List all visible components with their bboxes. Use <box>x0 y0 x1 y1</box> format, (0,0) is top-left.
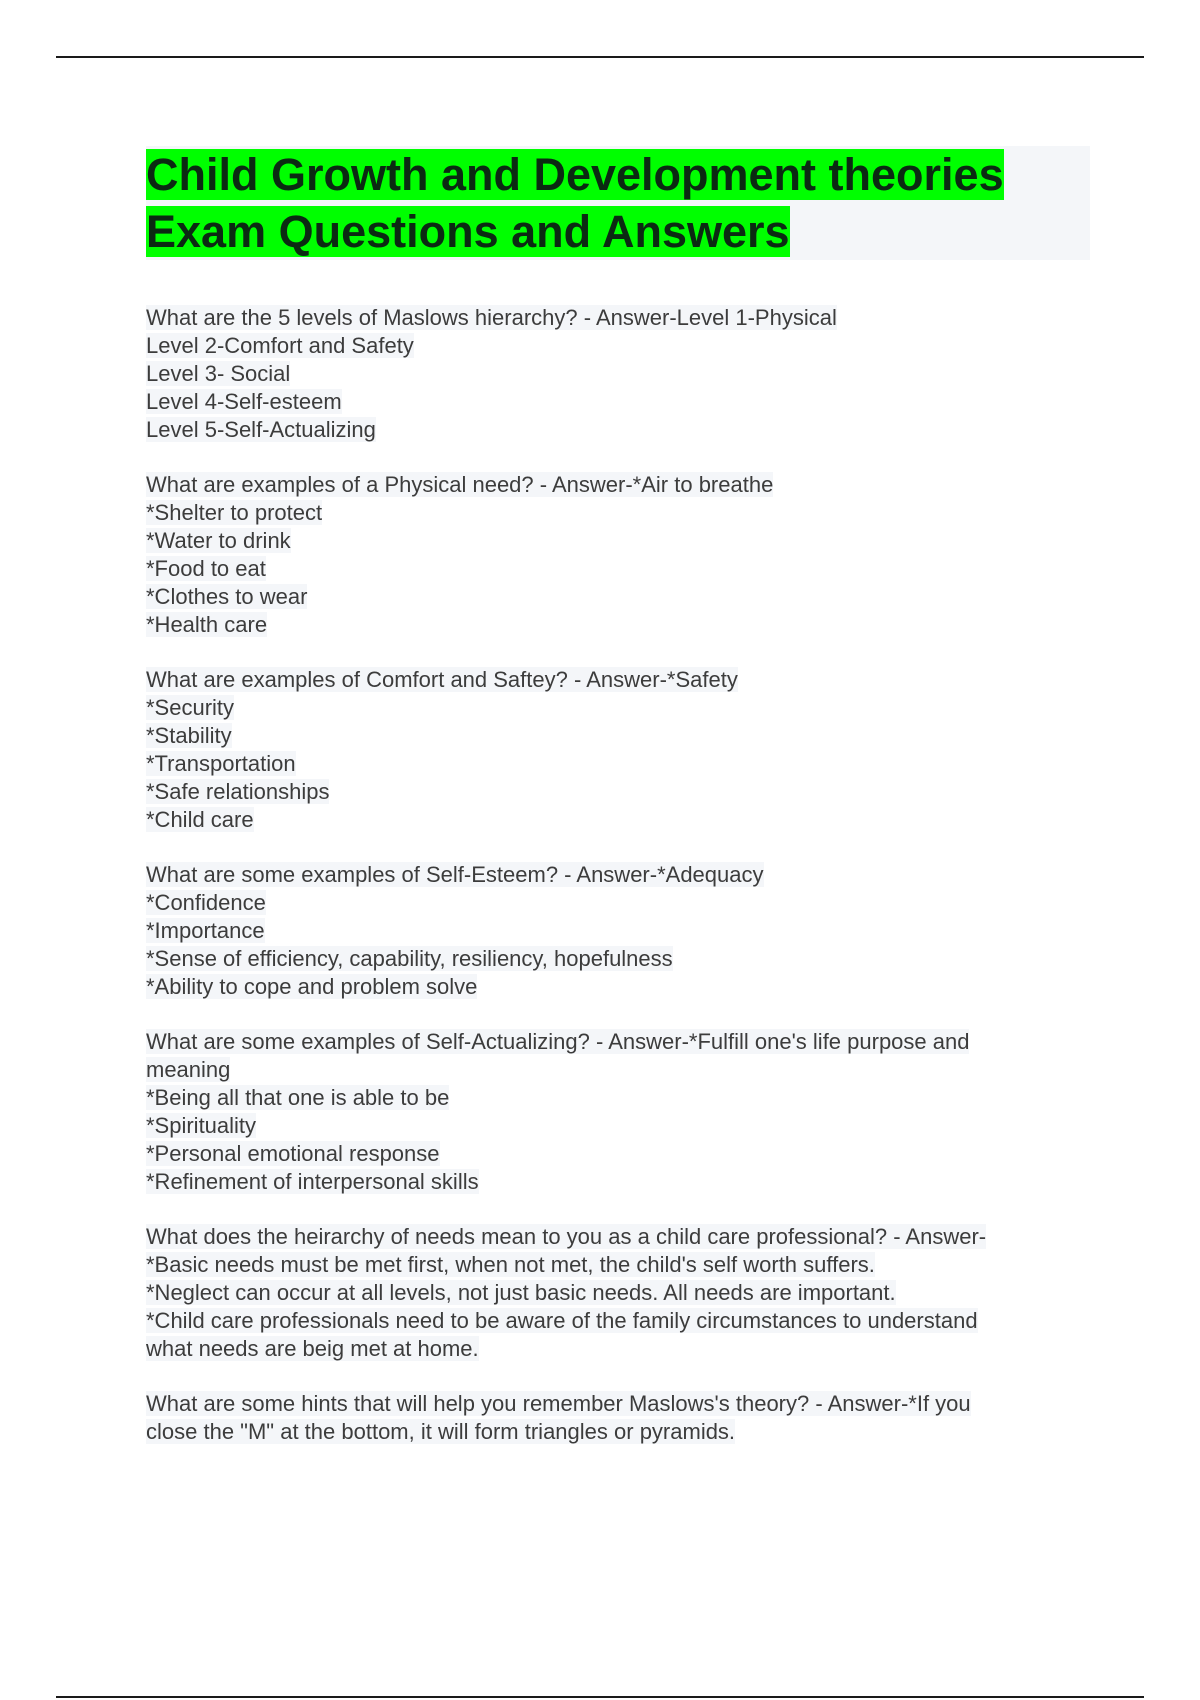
top-divider <box>56 56 1144 58</box>
title-line-1: Child Growth and Development theories <box>146 149 1004 200</box>
qa-text-line: *Child care professionals need to be aware of the family circumstances to understand <box>146 1308 978 1333</box>
qa-text-line: *Sense of efficiency, capability, resiliency, hopefulness <box>146 946 673 971</box>
qa-item-memory-hints <box>146 1390 1090 1446</box>
qa-text-line: *Basic needs must be met first, when not met, the child's self worth suffers. <box>146 1252 875 1277</box>
qa-item-hierarchy-meaning <box>146 1223 1090 1363</box>
qa-text-line: Level 2-Comfort and Safety <box>146 333 414 358</box>
qa-text-line: *Stability <box>146 723 232 748</box>
qa-text-line: What are some examples of Self-Esteem? - Answer-*Adequacy <box>146 862 764 887</box>
qa-text-line: meaning <box>146 1057 231 1082</box>
qa-text-line: what needs are beig met at home. <box>146 1336 479 1361</box>
qa-text-line: *Security <box>146 695 235 720</box>
qa-text-line: *Food to eat <box>146 556 266 581</box>
qa-text-line: What are the 5 levels of Maslows hierarchy? - Answer-Level 1-Physical <box>146 305 837 330</box>
qa-text-line: *Safe relationships <box>146 779 330 804</box>
qa-text-line: Level 3- Social <box>146 361 291 386</box>
qa-text-line: *Clothes to wear <box>146 584 308 609</box>
title-line-2: Exam Questions and Answers <box>146 206 790 257</box>
qa-text-line: *Spirituality <box>146 1113 257 1138</box>
qa-text-line: *Shelter to protect <box>146 500 323 525</box>
bottom-divider <box>56 1696 1144 1698</box>
qa-text-line: *Being all that one is able to be <box>146 1085 450 1110</box>
qa-text-line: *Neglect can occur at all levels, not just basic needs. All needs are important. <box>146 1280 896 1305</box>
qa-text-line: *Water to drink <box>146 528 291 553</box>
qa-text-line: close the "M" at the bottom, it will form triangles or pyramids. <box>146 1419 736 1444</box>
document-page <box>146 146 1090 1473</box>
qa-text-line: *Personal emotional response <box>146 1141 440 1166</box>
qa-text-line: What are examples of Comfort and Saftey? - Answer-*Safety <box>146 667 738 692</box>
qa-text-line: Level 5-Self-Actualizing <box>146 417 376 442</box>
qa-text-line: *Refinement of interpersonal skills <box>146 1169 479 1194</box>
qa-text-line: What are some examples of Self-Actualizing? - Answer-*Fulfill one's life purpose and <box>146 1029 970 1054</box>
qa-text-line: *Transportation <box>146 751 296 776</box>
qa-text-line: What are examples of a Physical need? - Answer-*Air to breathe <box>146 472 774 497</box>
qa-text-line: Level 4-Self-esteem <box>146 389 342 414</box>
qa-text-line: *Child care <box>146 807 254 832</box>
qa-text-line: *Importance <box>146 918 265 943</box>
qa-text-line: What are some hints that will help you remember Maslows's theory? - Answer-*If you <box>146 1391 971 1416</box>
qa-text-line: What does the heirarchy of needs mean to you as a child care professional? - Answer- <box>146 1224 987 1249</box>
qa-item-self-esteem <box>146 861 1090 1001</box>
qa-item-self-actualizing <box>146 1028 1090 1196</box>
qa-item-physical-need <box>146 471 1090 639</box>
qa-text-line: *Health care <box>146 612 268 637</box>
qa-text-line: *Ability to cope and problem solve <box>146 974 478 999</box>
qa-item-comfort-safety <box>146 666 1090 834</box>
qa-text-line: *Confidence <box>146 890 266 915</box>
qa-item-maslow-levels <box>146 304 1090 444</box>
document-title <box>146 146 1090 260</box>
